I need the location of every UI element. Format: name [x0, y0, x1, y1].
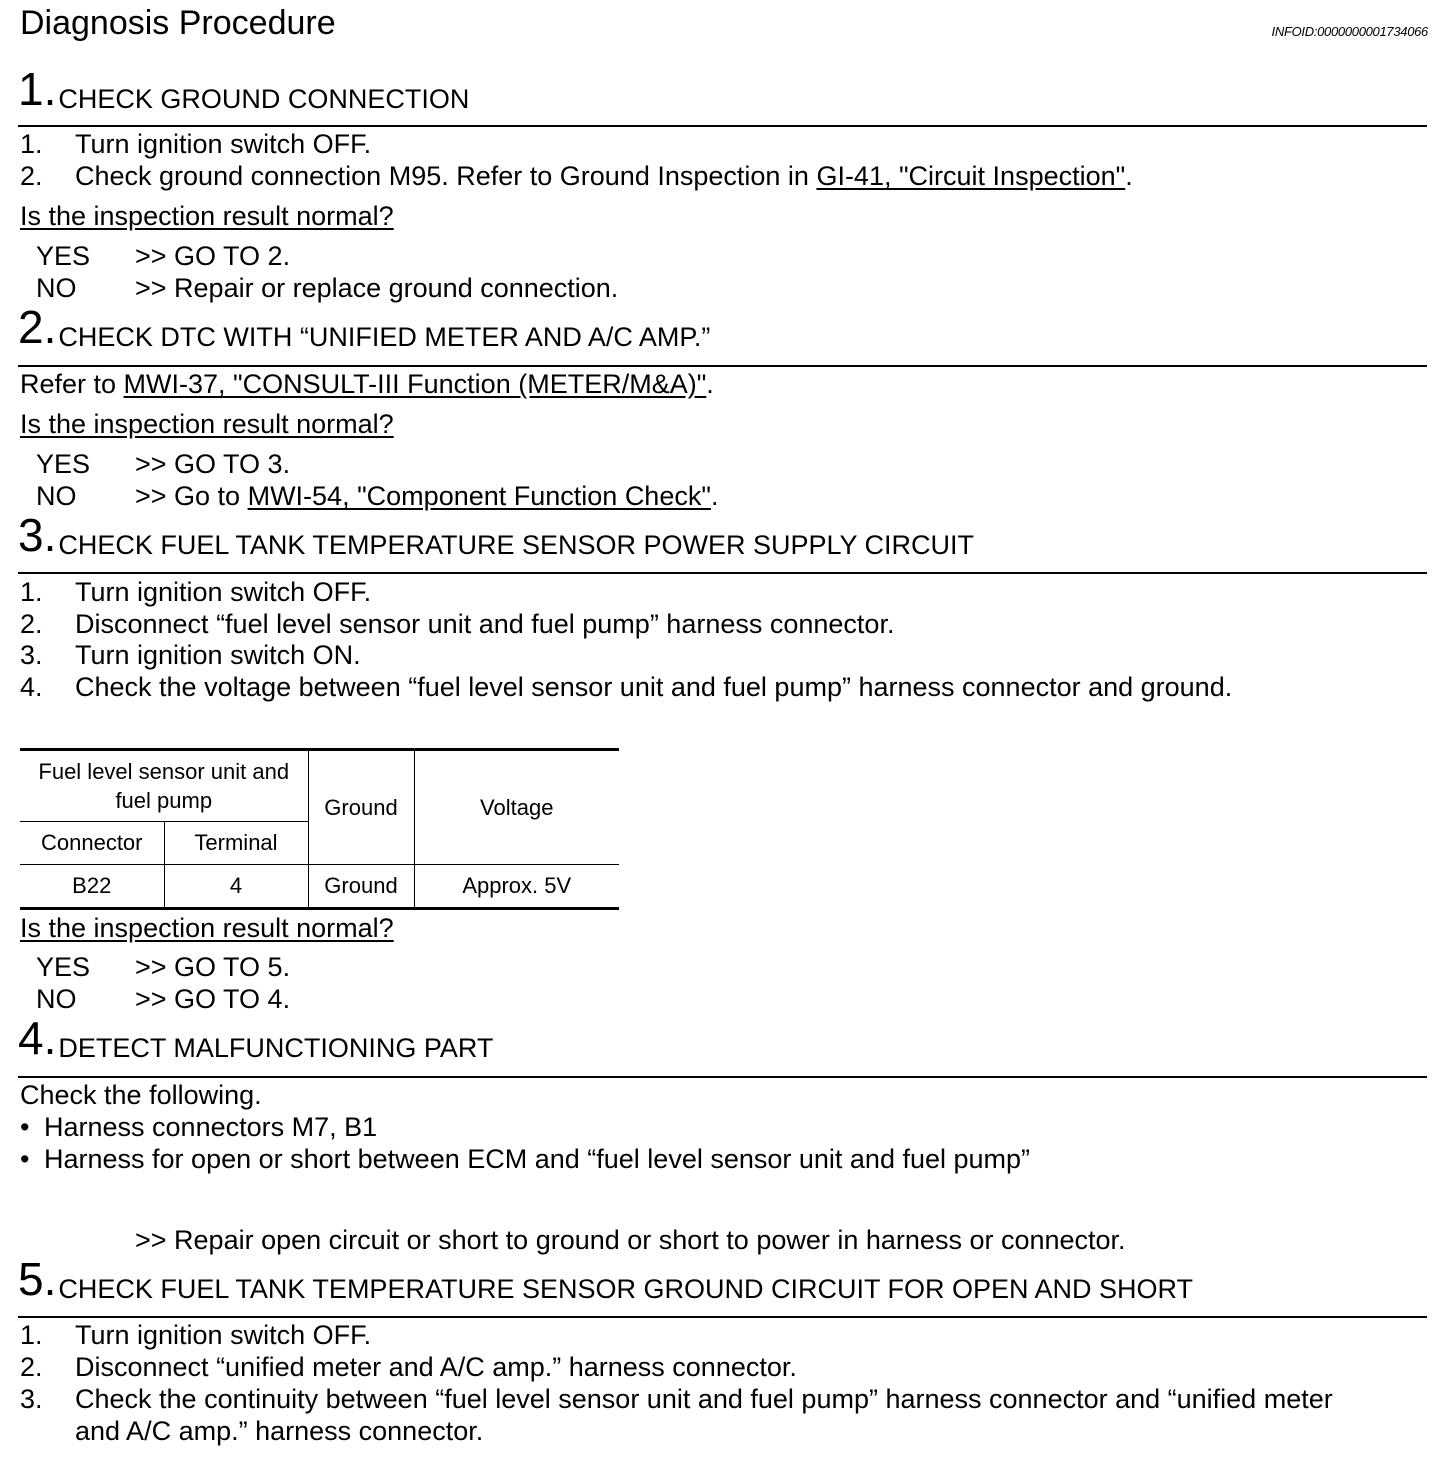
instruction-item: 4. Check the voltage between “fuel level sensor unit and fuel pump” harness connector and ground.	[20, 672, 1233, 702]
table-group-header: Fuel level sensor unit and fuel pump	[20, 750, 308, 822]
cell-terminal: 4	[164, 865, 308, 909]
divider	[18, 125, 1427, 127]
divider	[18, 1316, 1427, 1318]
cell-connector: B22	[20, 865, 164, 909]
instruction-item: 2. Disconnect “fuel level sensor unit and fuel pump” harness connector.	[20, 609, 895, 639]
info-id: INFOID:0000000001734066	[1271, 24, 1428, 39]
reference-link[interactable]: MWI-37, "CONSULT-III Function (METER/M&A)"	[123, 369, 707, 399]
inspection-question[interactable]: Is the inspection result normal?	[20, 201, 394, 231]
divider	[18, 1076, 1427, 1078]
inspection-question[interactable]: Is the inspection result normal?	[20, 409, 394, 439]
answer-no: NO >> Repair or replace ground connection.	[36, 273, 619, 303]
step-title: CHECK DTC WITH “UNIFIED METER AND A/C AMP.”	[58, 322, 711, 352]
table-header-row	[20, 750, 619, 822]
answer-yes: YES >> GO TO 3.	[36, 449, 291, 479]
column-header-connector: Connector	[20, 822, 164, 865]
instruction-item: 1. Turn ignition switch OFF.	[20, 1320, 372, 1350]
repair-action: >> Repair open circuit or short to ground or short to power in harness or connector.	[135, 1225, 1126, 1255]
step-4-heading	[18, 1013, 493, 1063]
instruction-continuation: and A/C amp.” harness connector.	[75, 1416, 484, 1446]
voltage-spec-table	[20, 748, 619, 910]
inspection-question[interactable]: Is the inspection result normal?	[20, 913, 394, 943]
answer-no: NO >> GO TO 4.	[36, 984, 291, 1014]
divider	[18, 365, 1427, 367]
instruction-item: 1. Turn ignition switch OFF.	[20, 577, 372, 607]
step-1-heading	[18, 64, 469, 114]
step-number: 4.	[18, 1012, 57, 1064]
column-header-terminal: Terminal	[164, 822, 308, 865]
step-number: 1.	[18, 63, 57, 115]
column-header-voltage: Voltage	[414, 750, 619, 865]
instruction-item: 1. Turn ignition switch OFF.	[20, 129, 372, 159]
page-title: Diagnosis Procedure	[20, 4, 336, 42]
divider	[18, 572, 1427, 574]
answer-yes: YES >> GO TO 2.	[36, 241, 291, 271]
reference-line: Refer to MWI-37, "CONSULT-III Function (METER/M&A)".	[20, 369, 714, 399]
answer-yes: YES >> GO TO 5.	[36, 952, 291, 982]
step-title: CHECK GROUND CONNECTION	[58, 84, 470, 114]
instruction-item: 2. Check ground connection M95. Refer to Ground Inspection in GI-41, "Circuit Inspection".	[20, 161, 1133, 191]
step-number: 5.	[18, 1253, 57, 1305]
step-3-heading	[18, 510, 974, 560]
bullet-item: • Harness connectors M7, B1	[20, 1112, 378, 1142]
reference-link[interactable]: MWI-54, "Component Function Check"	[247, 481, 711, 511]
cell-ground: Ground	[308, 865, 414, 909]
instruction-item: 3. Turn ignition switch ON.	[20, 640, 361, 670]
step-number: 3.	[18, 509, 57, 561]
cell-voltage: Approx. 5V	[414, 865, 619, 909]
instruction-item: 2. Disconnect “unified meter and A/C amp.” harness connector.	[20, 1352, 797, 1382]
step-title: DETECT MALFUNCTIONING PART	[58, 1033, 494, 1063]
step-2-heading	[18, 302, 710, 352]
reference-link[interactable]: GI-41, "Circuit Inspection"	[816, 161, 1126, 191]
bullet-item: • Harness for open or short between ECM and “fuel level sensor unit and fuel pump”	[20, 1144, 1031, 1174]
table-row	[20, 865, 619, 909]
step-number: 2.	[18, 301, 57, 353]
answer-no: NO >> Go to MWI-54, "Component Function Check".	[36, 481, 719, 511]
check-intro: Check the following.	[20, 1080, 262, 1110]
instruction-item: 3. Check the continuity between “fuel level sensor unit and fuel pump” harness connector and “unified meter	[20, 1384, 1333, 1414]
step-title: CHECK FUEL TANK TEMPERATURE SENSOR GROUND CIRCUIT FOR OPEN AND SHORT	[58, 1274, 1194, 1304]
column-header-ground: Ground	[308, 750, 414, 865]
step-5-heading	[18, 1254, 1193, 1304]
step-title: CHECK FUEL TANK TEMPERATURE SENSOR POWER SUPPLY CIRCUIT	[58, 530, 975, 560]
